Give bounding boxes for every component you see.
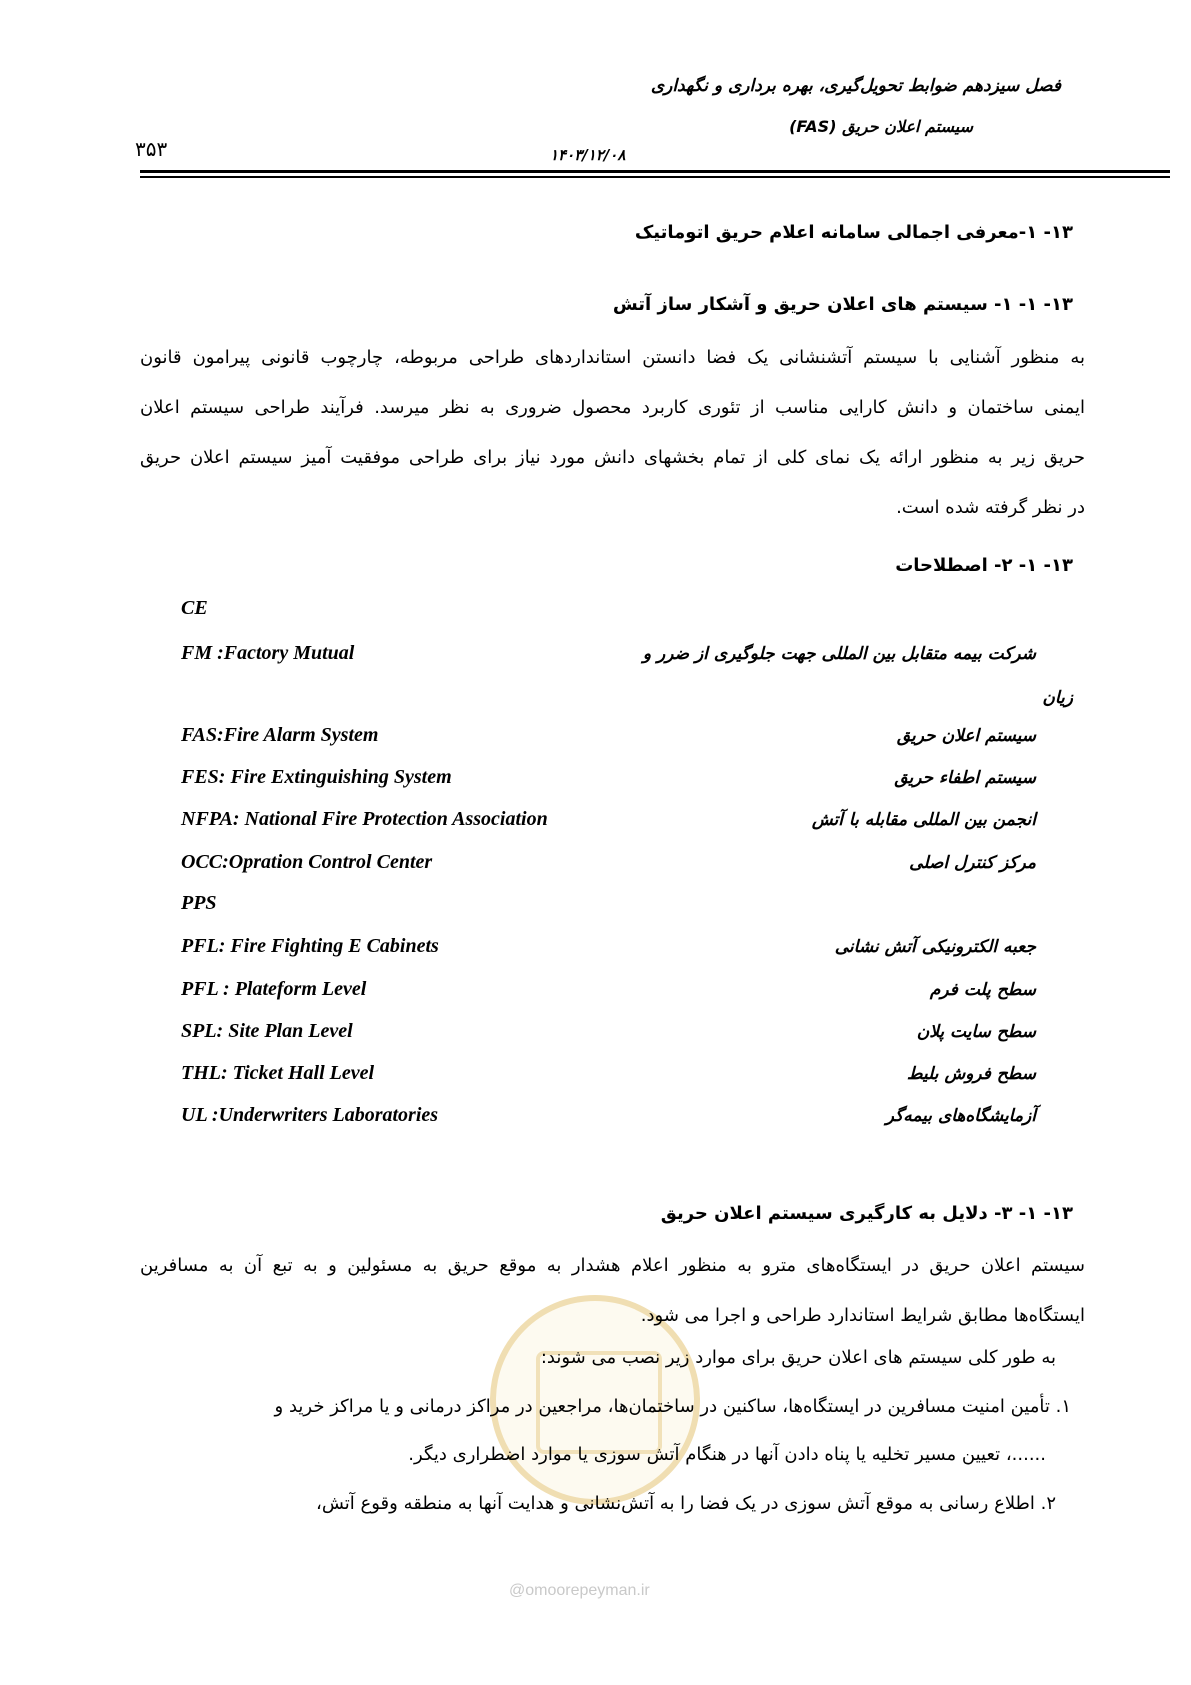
section-heading: ۱۳- ۱-معرفی اجمالی سامانه اعلام حریق اتوماتیک (634, 222, 1073, 243)
term-definition: آزمایشگاه‌های بیمه‌گر (885, 1106, 1036, 1126)
term-definition: زیان (1042, 688, 1073, 708)
paragraph (140, 333, 1085, 533)
paragraph-line: ایمنی ساختمان و دانش کارایی مناسب از تئوری کاربرد محصول ضروری به نظر میرسد. فرآیند طراحی سیستم اعلان (140, 397, 1085, 418)
header-rule (140, 170, 1170, 173)
list-intro: به طور کلی سیستم های اعلان حریق برای موارد زیر نصب می شوند: (540, 1347, 1056, 1368)
term-abbreviation: PPS (181, 892, 217, 914)
paragraph-line: حریق زیر به منظور ارائه یک نمای کلی از تمام بخشهای دانش مورد نیاز برای طراحی موفقیت آمیز سیستم اعلان حریق (140, 447, 1085, 468)
term-definition: شرکت بیمه متقابل بین المللی جهت جلوگیری از ضرر و (642, 644, 1036, 664)
header-rule (140, 176, 1170, 178)
term-definition: سیستم اطفاء حریق (894, 768, 1036, 788)
site-watermark: @omoorepeyman.ir (509, 1582, 650, 1599)
term-abbreviation: FES: Fire Extinguishing System (181, 766, 452, 788)
term-abbreviation: PFL: Fire Fighting E Cabinets (181, 935, 439, 957)
term-abbreviation: THL: Ticket Hall Level (181, 1062, 375, 1084)
term-abbreviation: UL :Underwriters Laboratories (181, 1104, 439, 1126)
paragraph (140, 1241, 1085, 1341)
page-number: ۳۵۳ (135, 137, 168, 161)
section-subtitle: سیستم اعلان حریق (FAS) (789, 117, 973, 136)
term-definition: جعبه الکترونیکی آتش نشانی (834, 937, 1036, 957)
term-definition: سطح سایت پلان (916, 1022, 1036, 1042)
paragraph-line: به منظور آشنایی با سیستم آتشنشانی یک فضا دانستن استانداردهای طراحی مربوطه، چارچوب قانونی پیرامون قانون (140, 347, 1085, 368)
document-date: ۱۴۰۳/۱۲/۰۸ (550, 146, 626, 164)
paragraph-line: سیستم اعلان حریق در ایستگاه‌های مترو به منظور اعلام هشدار به موقع حریق به مسئولین و به تبع آن به مسافرین (140, 1255, 1085, 1276)
term-definition: انجمن بین المللی مقابله با آتش (811, 810, 1036, 830)
paragraph-line: ایستگاه‌ها مطابق شرایط استاندارد طراحی و اجرا می شود. (640, 1305, 1085, 1326)
term-abbreviation: CE (181, 597, 208, 619)
subsection-heading: ۱۳- ۱- ۳- دلایل به کارگیری سیستم اعلان حریق (660, 1203, 1073, 1224)
term-definition: سطح فروش بلیط (906, 1064, 1036, 1084)
term-abbreviation: OCC:Opration Control Center (181, 851, 433, 873)
term-definition: سطح پلت فرم (929, 980, 1036, 1000)
term-abbreviation: SPL: Site Plan Level (181, 1020, 353, 1042)
term-definition: سیستم اعلان حریق (896, 726, 1036, 746)
list-item: ۲. اطلاع رسانی به موقع آتش سوزی در یک فضا را به آتش‌نشانی و هدایت آنها به منطقه وقوع آتش، (316, 1493, 1056, 1514)
subsection-heading: ۱۳- ۱- ۲- اصطلاحات (895, 555, 1073, 576)
term-abbreviation: FM :Factory Mutual (181, 642, 355, 664)
chapter-title: فصل سیزدهم ضوابط تحویل‌گیری، بهره برداری و نگهداری (650, 76, 1061, 96)
paragraph-line: در نظر گرفته شده است. (896, 497, 1085, 518)
term-abbreviation: FAS:Fire Alarm System (181, 724, 379, 746)
term-definition: مرکز کنترل اصلی (909, 853, 1036, 873)
subsection-heading: ۱۳- ۱- ۱- سیستم های اعلان حریق و آشکار ساز آتش (612, 294, 1073, 315)
list-item-continuation: ......، تعیین مسیر تخلیه یا پناه دادن آنها در هنگام آتش سوزی یا موارد اضطراری دیگر. (408, 1444, 1046, 1465)
term-abbreviation: PFL : Plateform Level (181, 978, 367, 1000)
term-abbreviation: NFPA: National Fire Protection Association (181, 808, 548, 830)
list-item: ۱. تأمین امنیت مسافرین در ایستگاه‌ها، ساکنین در ساختمان‌ها، مراجعین در مراکز درمانی و یا مراکز خرید و (274, 1396, 1071, 1417)
